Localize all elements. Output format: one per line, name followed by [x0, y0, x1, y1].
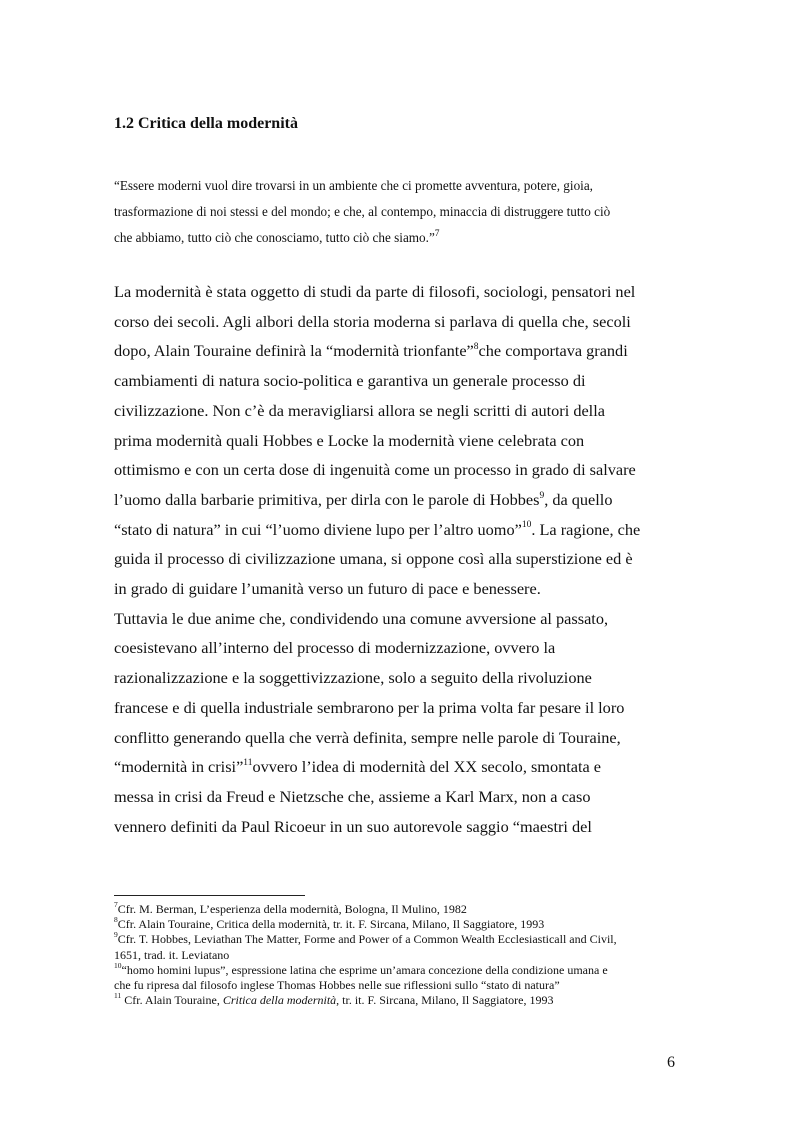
footnote: $^7$Cfr. M. Berman, L’esperienza della modernità, Bologna, Il Mulino, 1982	[114, 900, 467, 916]
quote-line: che abbiamo, tutto ciò che conosciamo, tutto ciò che siamo.”$^7$	[114, 228, 440, 245]
footnote: $^{10}$“homo homini lupus”, espressione latina che esprime un’amara concezione della condizione umana e	[114, 960, 608, 977]
footnote-ref[interactable]: 10	[521, 520, 532, 531]
footnotes	[114, 902, 684, 1008]
text-line: razionalizzazione e la soggettivizzazione, solo a seguito della rivoluzione	[114, 668, 592, 688]
text-line: civilizzazione. Non c’è da meravigliarsi allora se negli scritti di autori della	[114, 400, 605, 420]
footnote-ref[interactable]: 9	[539, 490, 545, 501]
quote-line: trasformazione di noi stessi e del mondo; e che, al contempo, minaccia di distruggere tutto ciò	[114, 204, 611, 219]
text-line: dopo, Alain Touraine definirà la “modernità trionfante”$^8$che comportava grandi	[114, 341, 628, 361]
text-line: vennero definiti da Paul Ricoeur in un suo autorevole saggio “maestri del	[114, 816, 592, 836]
text-line: messa in crisi da Freud e Nietzsche che, assieme a Karl Marx, non a caso	[114, 786, 591, 806]
text-line: prima modernità quali Hobbes e Locke la modernità viene celebrata con	[114, 430, 585, 450]
quote-line: “Essere moderni vuol dire trovarsi in un ambiente che ci promette avventura, potere, gioia,	[114, 178, 593, 193]
paragraph-1	[114, 277, 684, 604]
text-line: “modernità in crisi”$^{11}$ovvero l’idea di modernità del XX secolo, smontata e	[114, 757, 602, 777]
text-line: La modernità è stata oggetto di studi da parte di filosofi, sociologi, pensatori nel	[114, 282, 636, 301]
paragraph-2	[114, 604, 684, 842]
text-line: guida il processo di civilizzazione umana, si oppone così alla superstizione ed è	[114, 549, 633, 569]
text-line: francese e di quella industriale sembrarono per la prima volta far pesare il loro	[114, 697, 625, 717]
text-line: “stato di natura” in cui “l’uomo diviene lupo per l’altro uomo”$^{10}$. La ragione, che	[114, 519, 641, 539]
section-heading: 1.2 Critica della modernità	[114, 115, 298, 132]
footnote-ref[interactable]: 11	[243, 757, 253, 768]
text-line: corso dei secoli. Agli albori della storia moderna si parlava di quella che, secoli	[114, 311, 631, 331]
page-number: 6	[667, 1054, 675, 1071]
footnote: $^9$Cfr. T. Hobbes, Leviathan The Matter, Forme and Power of a Common Wealth Ecclesiasticall and Civil,	[114, 930, 617, 947]
text-line: cambiamenti di natura socio-politica e garantiva un generale processo di	[114, 371, 586, 391]
book-title: Critica della modernità	[222, 993, 337, 1008]
text-line: coesistevano all’interno del processo di modernizzazione, ovvero la	[114, 638, 556, 658]
text-line: in grado di guidare l’umanità verso un futuro di pace e benessere.	[114, 579, 541, 599]
text-line: l’uomo dalla barbarie primitiva, per dirla con le parole di Hobbes$^9$, da quello	[114, 489, 613, 509]
footnote: $^8$Cfr. Alain Touraine, Critica della modernità, tr. it. F. Sircana, Milano, Il Saggiatore, 1993	[114, 915, 545, 932]
footnote-continuation: 1651, trad. it. Leviatano	[114, 947, 230, 962]
body-text	[114, 277, 684, 841]
footnote: $^{11}$ Cfr. Alain Touraine, Critica della modernità, tr. it. F. Sircana, Milano, Il Saggiatore, 1993	[114, 991, 554, 1008]
footnote-ref[interactable]: 7	[434, 228, 440, 239]
text-line: Tuttavia le due anime che, condividendo una comune avversione al passato,	[114, 608, 609, 628]
footnote-continuation: che fu ripresa dal filosofo inglese Thomas Hobbes nelle sue riflessioni sullo “stato di natura”	[114, 978, 560, 993]
footnote-separator	[114, 895, 305, 896]
text-line: ottimismo e con un certa dose di ingenuità come un processo in grado di salvare	[114, 460, 636, 480]
epigraph-quote	[114, 173, 684, 251]
footnote-ref[interactable]: 8	[473, 341, 479, 352]
text-line: conflitto generando quella che verrà definita, sempre nelle parole di Touraine,	[114, 727, 621, 747]
